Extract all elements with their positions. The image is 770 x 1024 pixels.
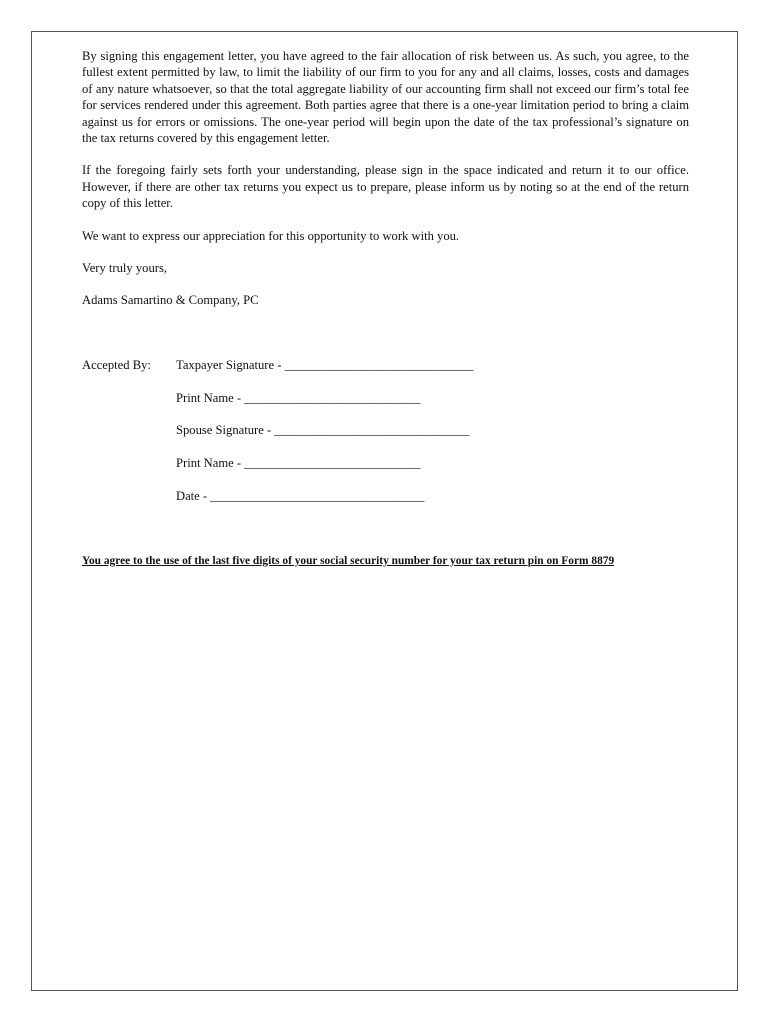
date-line: Date - __________________________________ (176, 489, 425, 503)
signature-row (82, 422, 689, 438)
spouse-signature-line: Spouse Signature - _______________________________ (176, 423, 470, 438)
taxpayer-signature-line: Taxpayer Signature - ______________________________ (176, 357, 474, 372)
accepted-by-label: Accepted By: (82, 357, 151, 372)
instructions-paragraph: If the foregoing fairly sets forth your understanding, please sign in the space indicated and return it to our office. However, if there are other tax returns you expect us to prepare, please inform us by noting so at the end of the return copy of this letter. (82, 163, 689, 211)
appreciation-paragraph: We want to express our appreciation for this opportunity to work with you. (82, 228, 460, 243)
closing-line: Very truly yours, (82, 261, 167, 276)
signature-row (82, 455, 689, 471)
letter-body (82, 48, 689, 521)
spouse-print-name-line: Print Name - ____________________________ (176, 456, 421, 471)
taxpayer-print-name-line: Print Name - ____________________________ (176, 390, 421, 405)
signature-row (82, 390, 689, 406)
firm-name: Adams Samartino & Company, PC (82, 293, 259, 308)
signature-row (82, 357, 689, 373)
signature-row (82, 488, 689, 504)
ssn-pin-consent-note: You agree to the use of the last five digits of your social security number for your tax return pin on Form 8879 (82, 555, 615, 567)
liability-paragraph: By signing this engagement letter, you have agreed to the fair allocation of risk between us. As such, you agree, to the fullest extent permitted by law, to limit the liability of our firm to you for any and all claims, losses, costs and damages of any nature whatsoever, so that the total aggregate liability of our accounting firm shall not exceed our firm’s total fee for services rendered under this agreement. Both parties agree that there is a one-year limitation period to bring a claim against us for errors or omissions. The one-year period will begin upon the date of the tax professional’s signature on the tax returns covered by this engagement letter. (82, 49, 689, 146)
document-page (31, 31, 738, 991)
signature-block (82, 357, 689, 505)
